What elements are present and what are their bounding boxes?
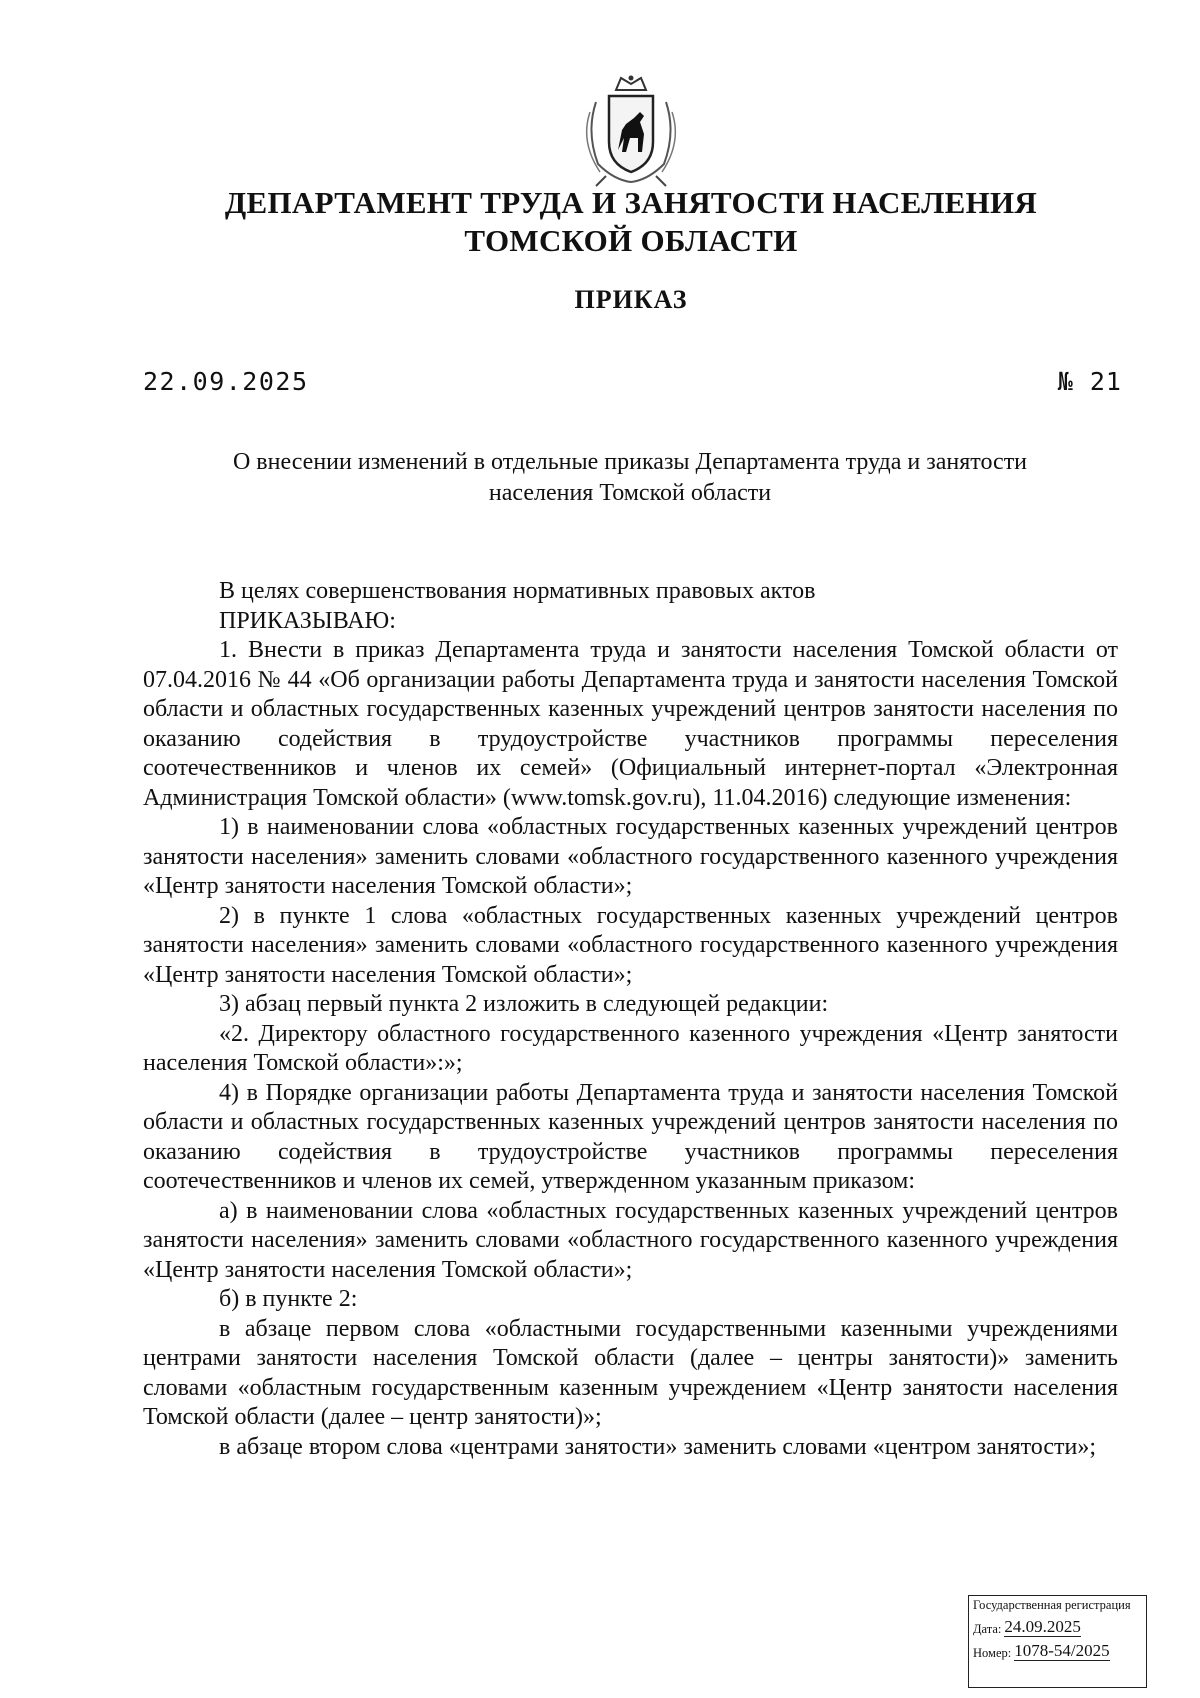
body-paragraph: 1. Внести в приказ Департамента труда и занятости населения Томской области от 07.04.2016 № 44 «Об организации работы Департамента труда и занятости населения Томской области и областных государственных казенных учреждений центров занятости населения по оказанию содействия в трудоустройстве участников программы переселения соотечественников и членов их семей» (Официальный интернет-портал «Электронная Администрация Томской области» (www.tomsk.gov.ru), 11.04.2016) следующие изменения: bbox=[143, 637, 1118, 811]
document-body bbox=[143, 577, 1118, 1462]
department-line-2: ТОМСКОЙ ОБЛАСТИ bbox=[464, 223, 798, 258]
registration-date-label: Дата: bbox=[973, 1622, 1002, 1636]
body-paragraph: б) в пункте 2: bbox=[219, 1286, 358, 1312]
registration-number-row bbox=[973, 1641, 1142, 1661]
body-paragraph: 3) абзац первый пункта 2 изложить в следующей редакции: bbox=[219, 991, 829, 1017]
department-name bbox=[0, 184, 1200, 260]
registration-date-value: 24.09.2025 bbox=[1004, 1617, 1081, 1636]
document-subject bbox=[150, 447, 1110, 509]
body-paragraph: «2. Директору областного государственного казенного учреждения «Центр занятости населения Томской области»:»; bbox=[143, 1020, 1118, 1076]
registration-number-value: 1078-54/2025 bbox=[1014, 1641, 1110, 1660]
registration-number-label: Номер: bbox=[973, 1646, 1012, 1660]
registration-stamp bbox=[968, 1595, 1147, 1688]
subject-line-1: О внесении изменений в отдельные приказы Департамента труда и занятости bbox=[232, 449, 1028, 475]
body-paragraph: а) в наименовании слова «областных государственных казенных учреждений центров занятости населения» заменить словами «областного государственного казенного учреждения «Центр занятости населения Томской области»; bbox=[143, 1197, 1118, 1283]
body-paragraph: 4) в Порядке организации работы Департамента труда и занятости населения Томской области и областных государственных казенных учреждений центров занятости населения по оказанию содействия в трудоустройстве участников программы переселения соотечественников и членов их семей, утвержденном указанным приказом: bbox=[143, 1079, 1118, 1194]
body-paragraph: 1) в наименовании слова «областных государственных казенных учреждений центров занятости населения» заменить словами «областного государственного казенного учреждения «Центр занятости населения Томской области»; bbox=[143, 814, 1118, 899]
subject-line-2: населения Томской области bbox=[488, 480, 772, 506]
coat-of-arms-emblem bbox=[576, 72, 686, 188]
body-paragraph: в абзаце втором слова «центрами занятости» заменить словами «центром занятости»; bbox=[219, 1433, 1097, 1460]
document-number: № 21 bbox=[1057, 367, 1122, 396]
body-paragraph: в абзаце первом слова «областными государственными казенными учреждениями центрами занятости населения Томской области (далее – центры занятости)» заменить словами «областным государственным казенным учреждением «Центр занятости населения Томской области (далее – центр занятости)»; bbox=[143, 1315, 1118, 1430]
body-paragraph: 2) в пункте 1 слова «областных государственных казенных учреждений центров занятости населения» заменить словами «областного государственного казенного учреждения «Центр занятости населения Томской области»; bbox=[143, 902, 1118, 988]
body-paragraph: В целях совершенствования нормативных правовых актов bbox=[219, 578, 816, 604]
body-paragraph: ПРИКАЗЫВАЮ: bbox=[219, 607, 396, 634]
document-date: 22.09.2025 bbox=[143, 367, 309, 396]
document-type: ПРИКАЗ bbox=[574, 285, 688, 314]
department-line-1: ДЕПАРТАМЕНТ ТРУДА И ЗАНЯТОСТИ НАСЕЛЕНИЯ bbox=[224, 185, 1038, 220]
registration-date-row bbox=[973, 1617, 1142, 1637]
registration-title: Государственная регистрация bbox=[973, 1598, 1131, 1612]
